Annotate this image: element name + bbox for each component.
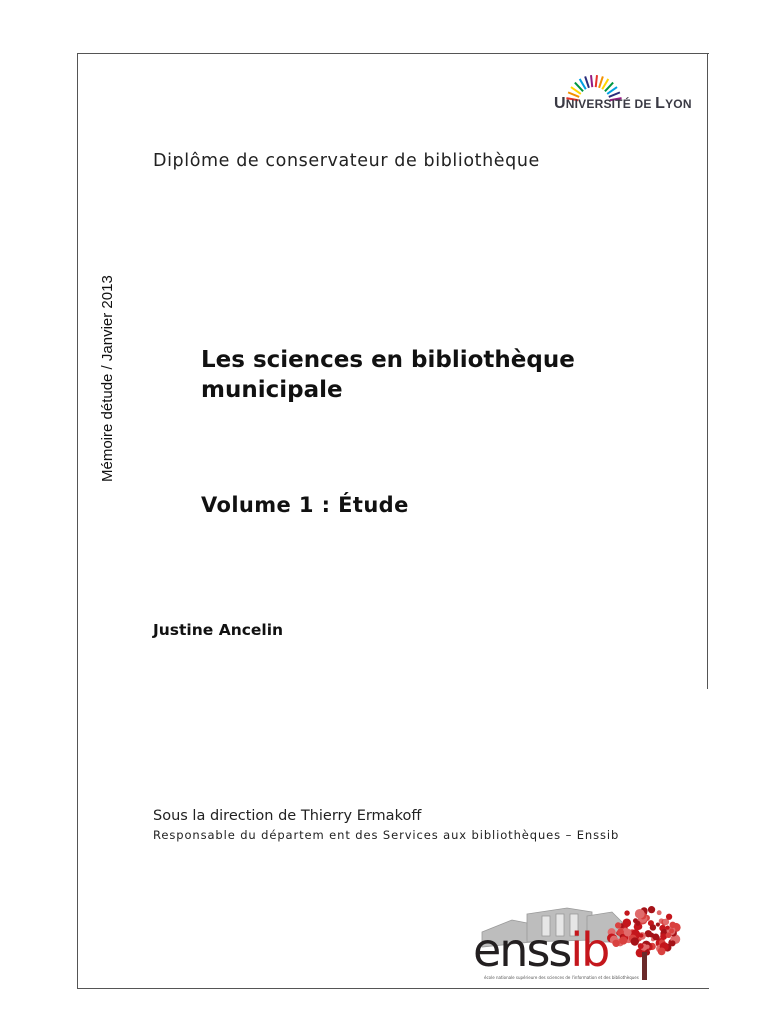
tree-leaf xyxy=(635,921,640,926)
document-title xyxy=(201,345,661,405)
diploma-heading: Diplôme de conservateur de bibliothèque xyxy=(153,151,540,171)
logo-letter-u: U xyxy=(554,95,566,112)
logo-word-yon: YON xyxy=(665,97,692,111)
universite-de-lyon-logo xyxy=(554,73,694,133)
page-right-edge xyxy=(707,53,708,689)
enssib-wordmark-dark: enss xyxy=(473,923,571,977)
ray-mark xyxy=(585,76,589,87)
enssib-tagline: école nationale supérieure des sciences de l'information et des bibliothèques xyxy=(484,975,639,980)
logo-word-de: DE xyxy=(634,97,652,111)
tree-leaf xyxy=(669,928,674,933)
supervisor-line: Sous la direction de Thierry Ermakoff xyxy=(153,808,422,824)
tree-leaf xyxy=(666,932,672,938)
title-line-2: municipale xyxy=(201,377,343,403)
title-line-1: Les sciences en bibliothèque xyxy=(201,347,575,373)
tree-leaf xyxy=(665,926,669,930)
tree-leaf xyxy=(623,919,632,928)
supervisor-role: Responsable du départem ent des Services aux bibliothèques – Enssib xyxy=(153,828,620,842)
logo-word-universite: NIVERSITÉ xyxy=(565,97,631,111)
enssib-wordmark xyxy=(473,922,608,978)
ray-mark xyxy=(591,75,592,87)
tree-leaf xyxy=(624,910,629,915)
logo-letter-l: L xyxy=(655,95,666,112)
tree-leaf xyxy=(612,940,619,947)
author-name: Justine Ancelin xyxy=(153,621,284,639)
tree-leaf xyxy=(645,945,649,949)
tree-leaf xyxy=(639,933,643,937)
tree-leaf xyxy=(658,948,666,956)
ray-mark xyxy=(596,75,597,87)
tree-leaf xyxy=(615,922,621,928)
tree-leaf xyxy=(638,943,644,949)
tree-leaf xyxy=(624,929,632,937)
enssib-wordmark-red: ib xyxy=(570,923,609,977)
tree-leaf xyxy=(655,935,660,940)
tree-leaf xyxy=(635,909,645,919)
tree-leaf xyxy=(670,940,675,945)
tree-leaf xyxy=(657,910,662,915)
tree-leaf xyxy=(656,922,660,926)
page-frame xyxy=(77,53,709,989)
ray-mark xyxy=(599,76,603,87)
tree-leaf xyxy=(650,924,656,930)
tree-leaf xyxy=(619,936,627,944)
enssib-logo xyxy=(472,902,697,987)
side-label: Mémoire détude / Janvier 2013 xyxy=(99,275,116,482)
tree-leaf xyxy=(669,922,675,928)
tree-leaf xyxy=(666,914,672,920)
volume-heading: Volume 1 : Étude xyxy=(201,493,409,517)
universite-logo-text xyxy=(554,95,692,113)
tree-leaf xyxy=(631,937,639,945)
tree-leaf xyxy=(648,906,655,913)
